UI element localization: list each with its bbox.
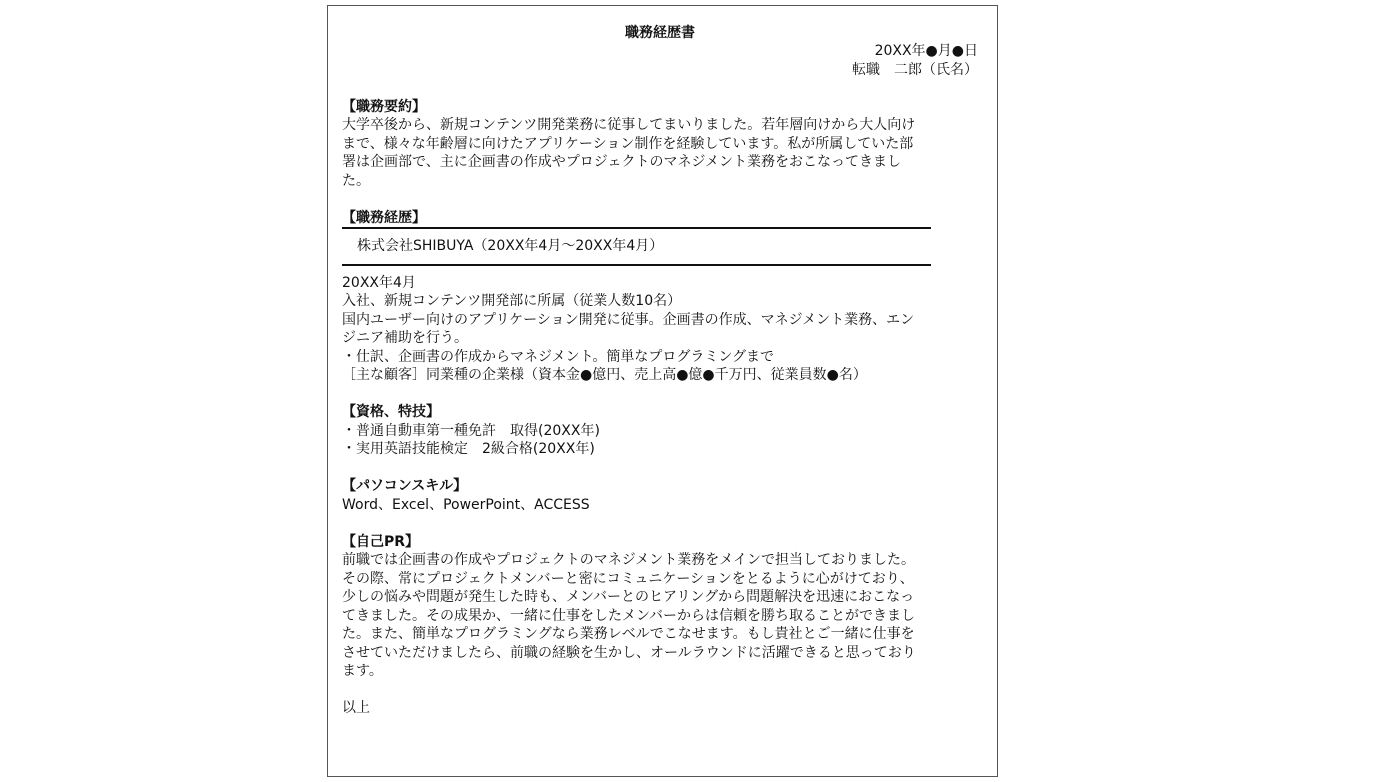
summary-line: た。	[342, 172, 370, 189]
pc-skills-text: Word、Excel、PowerPoint、ACCESS	[342, 496, 590, 513]
spacer	[342, 385, 978, 404]
career-line: 国内ユーザー向けのアプリケーション開発に従事。企画書の作成、マネジメント業務、エン	[342, 311, 915, 328]
career-line: ［主な顧客］同業種の企業様（資本金●億円、売上高●億●千万円、従業員数●名）	[342, 367, 867, 383]
closing-text: 以上	[342, 700, 370, 716]
summary-line: 署は企画部で、主に企画書の作成やプロジェクトのマネジメント業務をおこなってきまし	[342, 154, 902, 170]
spacer	[342, 459, 978, 478]
career-line: 入社、新規コンテンツ開発部に所属（従業人数10名）	[342, 293, 682, 309]
document-date: 20XX年●月●日	[874, 43, 978, 59]
self-pr-line: てきました。その成果か、一緒に仕事をしたメンバーからは信頼を勝ち取ることができまし	[342, 607, 916, 624]
pc-skills-heading: 【パソコンスキル】	[342, 478, 468, 494]
career-heading: 【職務経歴】	[342, 209, 426, 226]
summary-line: 大学卒後から、新規コンテンツ開発業務に従事してまいりました。若年層向けから大人向け	[342, 117, 916, 133]
career-line: 20XX年4月	[342, 274, 416, 291]
spacer	[342, 266, 978, 274]
qualifications-heading: 【資格、特技】	[342, 404, 440, 420]
summary-heading: 【職務要約】	[342, 98, 426, 115]
career-line: ジニア補助を行う。	[342, 330, 468, 346]
self-pr-line: その際、常にプロジェクトメンバーと密にコミュニケーションをとるように心がけており、	[342, 570, 914, 587]
company-line: 株式会社SHIBUYA（20XX年4月〜20XX年4月）	[357, 238, 664, 254]
qualification-item: ・普通自動車第一種免許 取得(20XX年)	[342, 422, 600, 439]
self-pr-heading: 【自己PR】	[342, 533, 420, 550]
self-pr-line: 少しの悩みや問題が発生した時も、メンバーとのヒアリングから問題解決を迅速におこなっ	[342, 589, 915, 605]
self-pr-line: させていただけましたら、前職の経験を生かし、オールラウンドに活躍できると思っており	[342, 644, 916, 661]
summary-line: まで、様々な年齢層に向けたアプリケーション制作を経験しています。私が所属していた部	[342, 135, 914, 152]
document-title: 職務経歴書	[625, 25, 695, 41]
document-page	[327, 5, 998, 777]
self-pr-line: 前職では企画書の作成やプロジェクトのマネジメント業務をメインで担当しておりました。	[342, 552, 916, 568]
spacer	[342, 79, 978, 98]
spacer	[342, 190, 978, 209]
self-pr-line: た。また、簡単なプログラミングなら業務レベルでこなせます。もし貴社とご一緒に仕事を	[342, 626, 915, 642]
spacer	[342, 514, 978, 533]
self-pr-line: ます。	[342, 663, 383, 679]
spacer	[342, 681, 978, 700]
author-name: 転職 二郎（氏名）	[852, 61, 978, 78]
document-content	[342, 24, 978, 718]
qualification-item: ・実用英語技能検定 2級合格(20XX年)	[342, 441, 595, 457]
career-line: ・仕訳、企画書の作成からマネジメント。簡単なプログラミングまで	[342, 348, 775, 365]
